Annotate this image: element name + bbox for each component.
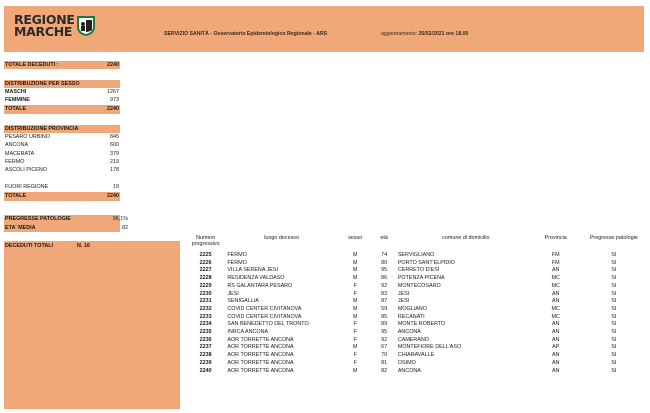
cell-comune: MOGLIANO [397, 305, 427, 312]
provincia-label: ANCONA [5, 142, 29, 149]
cell-luogo: COVID CENTER CIVITANOVA [227, 313, 302, 320]
cell-eta: 80 [381, 259, 388, 266]
cell-sesso: M [352, 298, 358, 305]
cell-numero: 2230 [199, 290, 212, 297]
table-row [186, 321, 650, 329]
cell-luogo: VILLA SERENA JESI [227, 267, 278, 274]
cell-provincia: MC [551, 275, 560, 282]
cell-sesso: M [352, 275, 358, 282]
cell-luogo: COVID CENTER CIVITANOVA [227, 305, 302, 312]
totale-deceduti-value: 2240 [107, 61, 119, 68]
header-numero-line2: progressivo [191, 241, 220, 247]
cell-eta: 86 [381, 275, 388, 282]
cell-numero: 2233 [199, 313, 212, 320]
provincia-label: ASCOLI PICENO [5, 167, 47, 174]
cell-sesso: M [352, 259, 358, 266]
cell-numero: 2229 [199, 282, 212, 289]
table-row [186, 291, 650, 299]
table-row [186, 298, 650, 306]
provincia-value: 178 [110, 167, 119, 174]
sesso-total-row [4, 105, 120, 113]
cell-sesso: F [353, 290, 357, 297]
cell-sesso: F [353, 321, 357, 328]
cell-luogo: RS GALANTARA PESARO [227, 282, 293, 289]
cell-provincia: AN [551, 321, 560, 328]
cell-eta: 74 [381, 252, 388, 258]
page-header [4, 6, 644, 52]
cell-numero: 2236 [199, 336, 212, 343]
cell-provincia: AN [551, 367, 560, 374]
provincia-label: FERMO [5, 159, 25, 166]
cell-provincia: MC [551, 313, 560, 320]
provincia-row [4, 150, 120, 158]
header-comune: comune di domicilio [442, 235, 490, 241]
deceduti-totali-box [4, 241, 180, 409]
cell-comune: CERRETO D'ESI [397, 267, 440, 274]
cell-patologie: SI [611, 259, 617, 266]
cell-patologie: SI [611, 329, 617, 336]
deaths-table-body [186, 252, 650, 375]
cell-comune: PORTO SANT'ELPIDIO [397, 259, 455, 266]
cell-provincia: AP [552, 344, 560, 351]
cell-patologie: SI [611, 321, 617, 328]
deceduti-totali-value: N. 16 [77, 243, 90, 249]
cell-sesso: F [353, 329, 357, 336]
cell-patologie: SI [611, 359, 617, 366]
cell-numero: 2225 [199, 252, 212, 258]
cell-comune: SERVIGLIANO [397, 252, 435, 258]
sesso-total-value: 2240 [107, 105, 119, 112]
provincia-label: PESARO URBINO [5, 133, 50, 140]
deceduti-totali-label: DECEDUTI TOTALI [5, 243, 54, 249]
cell-sesso: M [352, 313, 358, 320]
cell-patologie: SI [611, 352, 617, 359]
cell-provincia: AN [551, 267, 560, 274]
provincia-title-row [4, 125, 120, 133]
cell-provincia: AN [551, 359, 560, 366]
cell-comune: RECANATI [397, 313, 425, 320]
provincia-row [4, 142, 120, 150]
cell-sesso: F [353, 352, 357, 359]
cell-luogo: AOR TORRETTE ANCONA [227, 352, 294, 359]
patologie-label: PREGRESSE PATOLOGIE [5, 216, 71, 222]
table-row [186, 306, 650, 314]
cell-provincia: MC [551, 305, 560, 312]
provincia-section [4, 125, 120, 201]
provincia-row [4, 133, 120, 141]
cell-eta: 85 [381, 313, 388, 320]
totale-deceduti-row [4, 61, 120, 69]
patologie-value: 96,1% [112, 216, 128, 222]
cell-sesso: M [352, 305, 358, 312]
cell-luogo: SENIGALLIA [227, 298, 259, 305]
cell-patologie: SI [611, 344, 617, 351]
header-numero-line1: Numero [196, 235, 216, 241]
deaths-table [186, 235, 650, 375]
cell-numero: 2227 [199, 267, 212, 274]
sesso-label: FEMMINE [5, 97, 30, 104]
logo-line-2: MARCHE [14, 24, 73, 39]
cell-eta: 70 [381, 352, 388, 359]
cell-patologie: SI [611, 290, 617, 297]
cell-luogo: INRCA ANCONA [227, 329, 269, 336]
table-row [186, 368, 650, 376]
logo-line-1: REGIONE [14, 12, 75, 27]
cell-patologie: SI [611, 367, 617, 374]
cell-sesso: M [352, 267, 358, 274]
eta-media-label: ETA' MEDIA [5, 224, 36, 231]
cell-numero: 2235 [199, 329, 212, 336]
cell-patologie: SI [611, 305, 617, 312]
header-eta: età [380, 235, 388, 241]
table-row [186, 314, 650, 322]
cell-numero: 2234 [199, 321, 212, 328]
fuori-regione-value: 19 [113, 184, 119, 191]
cell-sesso: M [352, 252, 358, 258]
update-info [381, 31, 468, 37]
cell-sesso: M [352, 367, 358, 374]
sesso-value: 1267 [107, 88, 119, 95]
sesso-value: 973 [110, 97, 119, 104]
cell-eta: 95 [381, 267, 388, 274]
provincia-row [4, 167, 120, 175]
cell-sesso: F [353, 359, 357, 366]
header-patologie: Pregresse patologie [589, 235, 638, 241]
provincia-label: MACERATA [5, 150, 35, 157]
sesso-total-label: TOTALE [5, 105, 27, 112]
provincia-value: 379 [110, 150, 119, 157]
cell-numero: 2231 [199, 298, 212, 305]
sesso-label: MASCHI [5, 88, 27, 95]
table-row [186, 283, 650, 291]
cell-eta: 83 [381, 290, 388, 297]
cell-luogo: FERMO [227, 252, 247, 258]
table-header-row [186, 235, 650, 252]
table-row [186, 337, 650, 345]
provincia-title: DISTRIBUZIONE PROVINCIA [5, 125, 79, 132]
cell-patologie: SI [611, 313, 617, 320]
provincia-value: 845 [110, 133, 119, 140]
cell-eta: 89 [381, 321, 388, 328]
cell-numero: 2232 [199, 305, 212, 312]
cell-eta: 59 [381, 305, 388, 312]
cell-numero: 2240 [199, 367, 212, 374]
cell-comune: ANCONA [397, 329, 421, 336]
header-sesso: sesso [348, 235, 363, 241]
regione-marche-shield-icon [76, 15, 96, 37]
cell-patologie: SI [611, 252, 617, 258]
cell-comune: JESI [397, 298, 410, 305]
cell-provincia: MC [551, 282, 560, 289]
provincia-total-value: 2240 [107, 192, 119, 199]
cell-eta: 92 [381, 336, 388, 343]
header-provincia: Provincia [544, 235, 567, 241]
cell-patologie: SI [611, 298, 617, 305]
cell-eta: 67 [381, 344, 388, 351]
cell-provincia: AN [551, 329, 560, 336]
cell-luogo: AOR TORRETTE ANCONA [227, 344, 294, 351]
cell-comune: MONTE ROBERTO [397, 321, 446, 328]
cell-comune: MONTEFIORE DELL'ASO [397, 344, 462, 351]
cell-luogo: AOR TORRETTE ANCONA [227, 359, 294, 366]
cell-patologie: SI [611, 275, 617, 282]
cell-numero: 2239 [199, 359, 212, 366]
provincia-row [4, 159, 120, 167]
header-luogo: luogo decesso [264, 235, 299, 241]
cell-luogo: AOR TORRETTE ANCONA [227, 367, 294, 374]
update-label: aggiornamento: [381, 31, 418, 37]
cell-sesso: F [353, 336, 357, 343]
cell-patologie: SI [611, 282, 617, 289]
sesso-row [4, 88, 120, 96]
cell-luogo: AOR TORRETTE ANCONA [227, 336, 294, 343]
cell-comune: MONTECOSARO [397, 282, 441, 289]
cell-comune: CHIARAVALLE [397, 352, 435, 359]
update-value: 26/02/2021 ore 18.00 [418, 31, 469, 37]
provincia-total-label: TOTALE [5, 192, 27, 199]
table-row [186, 344, 650, 352]
cell-numero: 2238 [199, 352, 212, 359]
cell-provincia: AN [551, 336, 560, 343]
cell-provincia: AN [551, 352, 560, 359]
cell-eta: 87 [381, 298, 388, 305]
cell-patologie: SI [611, 267, 617, 274]
totale-deceduti-label: TOTALE DECEDUTI : [5, 61, 59, 68]
eta-media-value: 82 [122, 224, 128, 231]
cell-provincia: FM [551, 259, 560, 266]
cell-luogo: SAN BENEDETTO DEL TRONTO [227, 321, 309, 328]
cell-eta: 81 [381, 359, 388, 366]
cell-comune: JESI [397, 290, 410, 297]
cell-eta: 82 [381, 367, 388, 374]
provincia-total-row [4, 192, 120, 200]
table-row [186, 252, 650, 260]
cell-sesso: F [353, 282, 357, 289]
sesso-title: DISTRIBUZIONE PER SESSO [5, 80, 80, 87]
cell-comune: CAMERANO [397, 336, 429, 343]
table-row [186, 267, 650, 275]
cell-provincia: AN [551, 298, 560, 305]
table-row [186, 275, 650, 283]
regione-marche-logo [14, 14, 104, 46]
totale-deceduti-section [4, 61, 120, 69]
cell-luogo: FERMO [227, 259, 247, 266]
cell-provincia: AN [551, 290, 560, 297]
cell-numero: 2237 [199, 344, 212, 351]
table-row [186, 260, 650, 268]
provincia-value: 600 [110, 142, 119, 149]
provincia-value: 219 [110, 159, 119, 166]
header-numero [186, 235, 225, 252]
fuori-regione-row [4, 184, 120, 192]
service-title: SERVIZIO SANITÀ - Osservatorio Epidemiologico Regionale - ARS [164, 31, 328, 37]
cell-patologie: SI [611, 336, 617, 343]
cell-numero: 2228 [199, 275, 212, 282]
provincia-spacer [4, 175, 120, 183]
table-row [186, 329, 650, 337]
sesso-row [4, 97, 120, 105]
logo-text [14, 14, 75, 38]
cell-comune: OSIMO [397, 359, 416, 366]
table-row [186, 352, 650, 360]
cell-eta: 95 [381, 329, 388, 336]
cell-provincia: FM [551, 252, 560, 258]
fuori-regione-label: FUORI REGIONE [5, 184, 49, 191]
cell-luogo: RESIDENZA VALDASO [227, 275, 285, 282]
cell-sesso: M [352, 344, 358, 351]
cell-comune: ANCONA [397, 367, 421, 374]
sesso-title-row [4, 80, 120, 88]
cell-comune: POTENZA PICENA [397, 275, 445, 282]
cell-numero: 2226 [199, 259, 212, 266]
cell-luogo: JESI [227, 290, 239, 297]
cell-eta: 92 [381, 282, 388, 289]
sesso-section [4, 80, 120, 114]
table-row [186, 360, 650, 368]
